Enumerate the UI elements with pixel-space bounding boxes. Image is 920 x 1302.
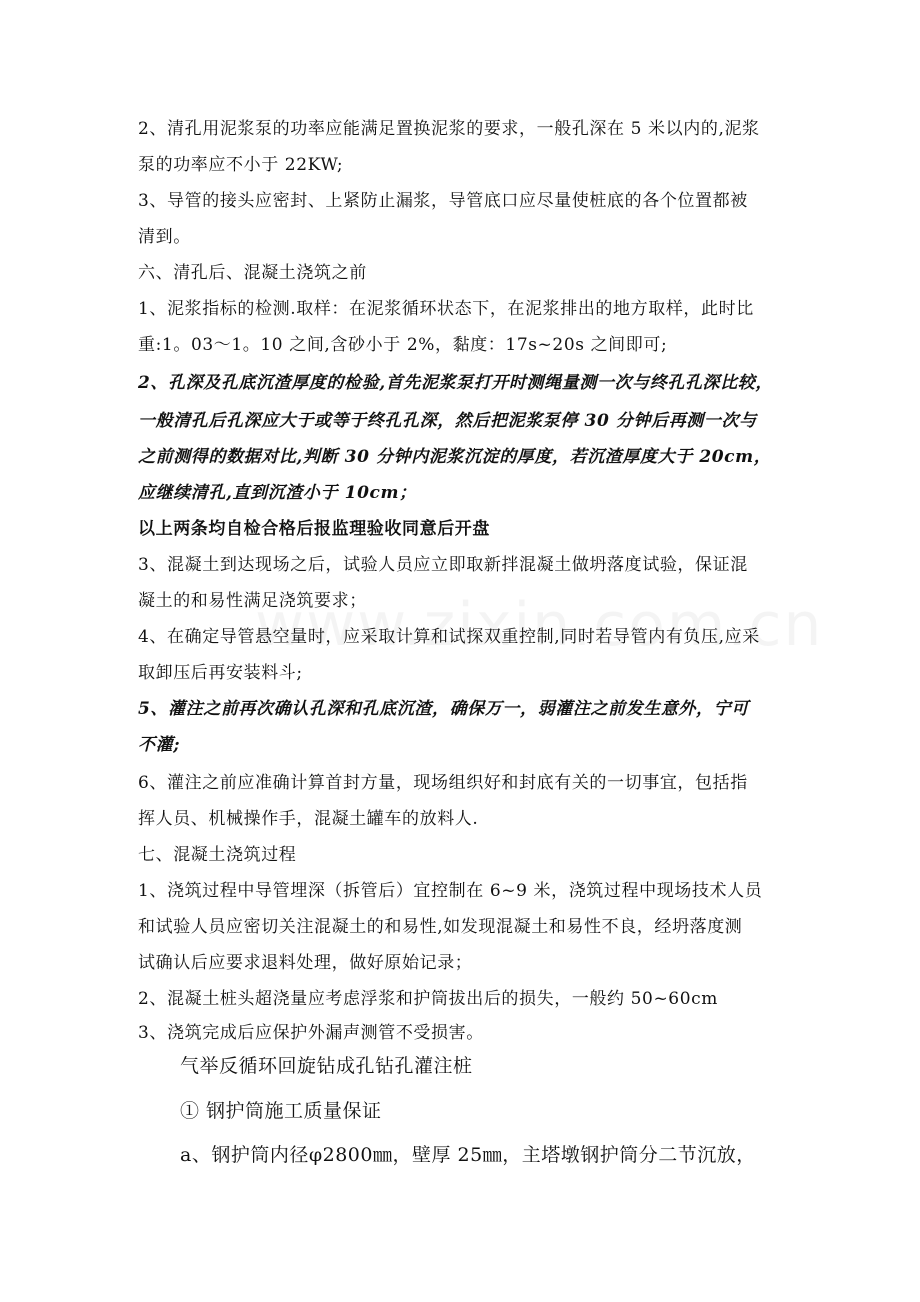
- text-line: 取卸压后再安装料斗;: [138, 663, 303, 683]
- text-line: 2、混凝土桩头超浇量应考虑浮浆和护筒拔出后的损失，一般约 50~60cm: [138, 989, 718, 1009]
- text-line: 和试验人员应密切关注混凝土的和易性,如发现混凝土和易性不良，经坍落度测: [138, 917, 743, 937]
- emphasis-line: 应继续清孔,直到沉渣小于 10cm；: [138, 483, 417, 503]
- text-line: 挥人员、机械操作手，混凝土罐车的放料人.: [138, 809, 479, 829]
- text-line: 凝土的和易性满足浇筑要求；: [138, 591, 367, 611]
- section-title: 气举反循环回旋钻成孔钻孔灌注桩: [180, 1055, 473, 1077]
- emphasis-line: 5、灌注之前再次确认孔深和孔底沉渣，确保万一，弱灌注之前发生意外，宁可: [138, 699, 749, 719]
- text-line: 3、混凝土到达现场之后，试验人员应立即取新拌混凝土做坍落度试验，保证混: [138, 555, 748, 575]
- emphasis-line: 之前测得的数据对比,判断 30 分钟内泥浆沉淀的厚度，若沉渣厚度大于 20cm，: [138, 447, 772, 467]
- text-line: 1、泥浆指标的检测.取样：在泥浆循环状态下，在泥浆排出的地方取样，此时比: [138, 299, 754, 319]
- bold-line: 以上两条均自检合格后报监理验收同意后开盘: [138, 519, 490, 539]
- text-line: 4、在确定导管悬空量时，应采取计算和试探双重控制,同时若导管内有负压,应采: [138, 627, 760, 647]
- text-line: 3、导管的接头应密封、上紧防止漏浆，导管底口应尽量使桩底的各个位置都被: [138, 191, 748, 211]
- emphasis-line: 一般清孔后孔深应大于或等于终孔孔深，然后把泥浆泵停 30 分钟后再测一次与: [138, 411, 757, 431]
- text-line: 泵的功率应不小于 22KW;: [138, 155, 344, 175]
- emphasis-line: 2、孔深及孔底沉渣厚度的检验,首先泥浆泵打开时测绳量测一次与终孔孔深比较，: [138, 373, 773, 393]
- section-heading: 六、清孔后、混凝土浇筑之前: [138, 263, 367, 283]
- subsection-title: ① 钢护筒施工质量保证: [180, 1100, 382, 1122]
- text-line: 6、灌注之前应准确计算首封方量，现场组织好和封底有关的一切事宜，包括指: [138, 773, 748, 793]
- text-line: 试确认后应要求退料处理，做好原始记录；: [138, 953, 473, 973]
- text-line: a、钢护筒内径φ2800㎜，壁厚 25㎜，主塔墩钢护筒分二节沉放，: [180, 1144, 756, 1166]
- text-line: 1、浇筑过程中导管埋深（拆管后）宜控制在 6~9 米，浇筑过程中现场技术人员: [138, 881, 763, 901]
- text-line: 3、浇筑完成后应保护外漏声测管不受损害。: [138, 1023, 484, 1043]
- text-line: 重:1。03～1。10 之间,含砂小于 2%，黏度：17s~20s 之间即可;: [138, 335, 668, 355]
- text-line: 清到。: [138, 227, 191, 247]
- emphasis-line: 不灌;: [138, 735, 181, 755]
- section-heading: 七、混凝土浇筑过程: [138, 845, 297, 865]
- text-line: 2、清孔用泥浆泵的功率应能满足置换泥浆的要求，一般孔深在 5 米以内的,泥浆: [138, 119, 760, 139]
